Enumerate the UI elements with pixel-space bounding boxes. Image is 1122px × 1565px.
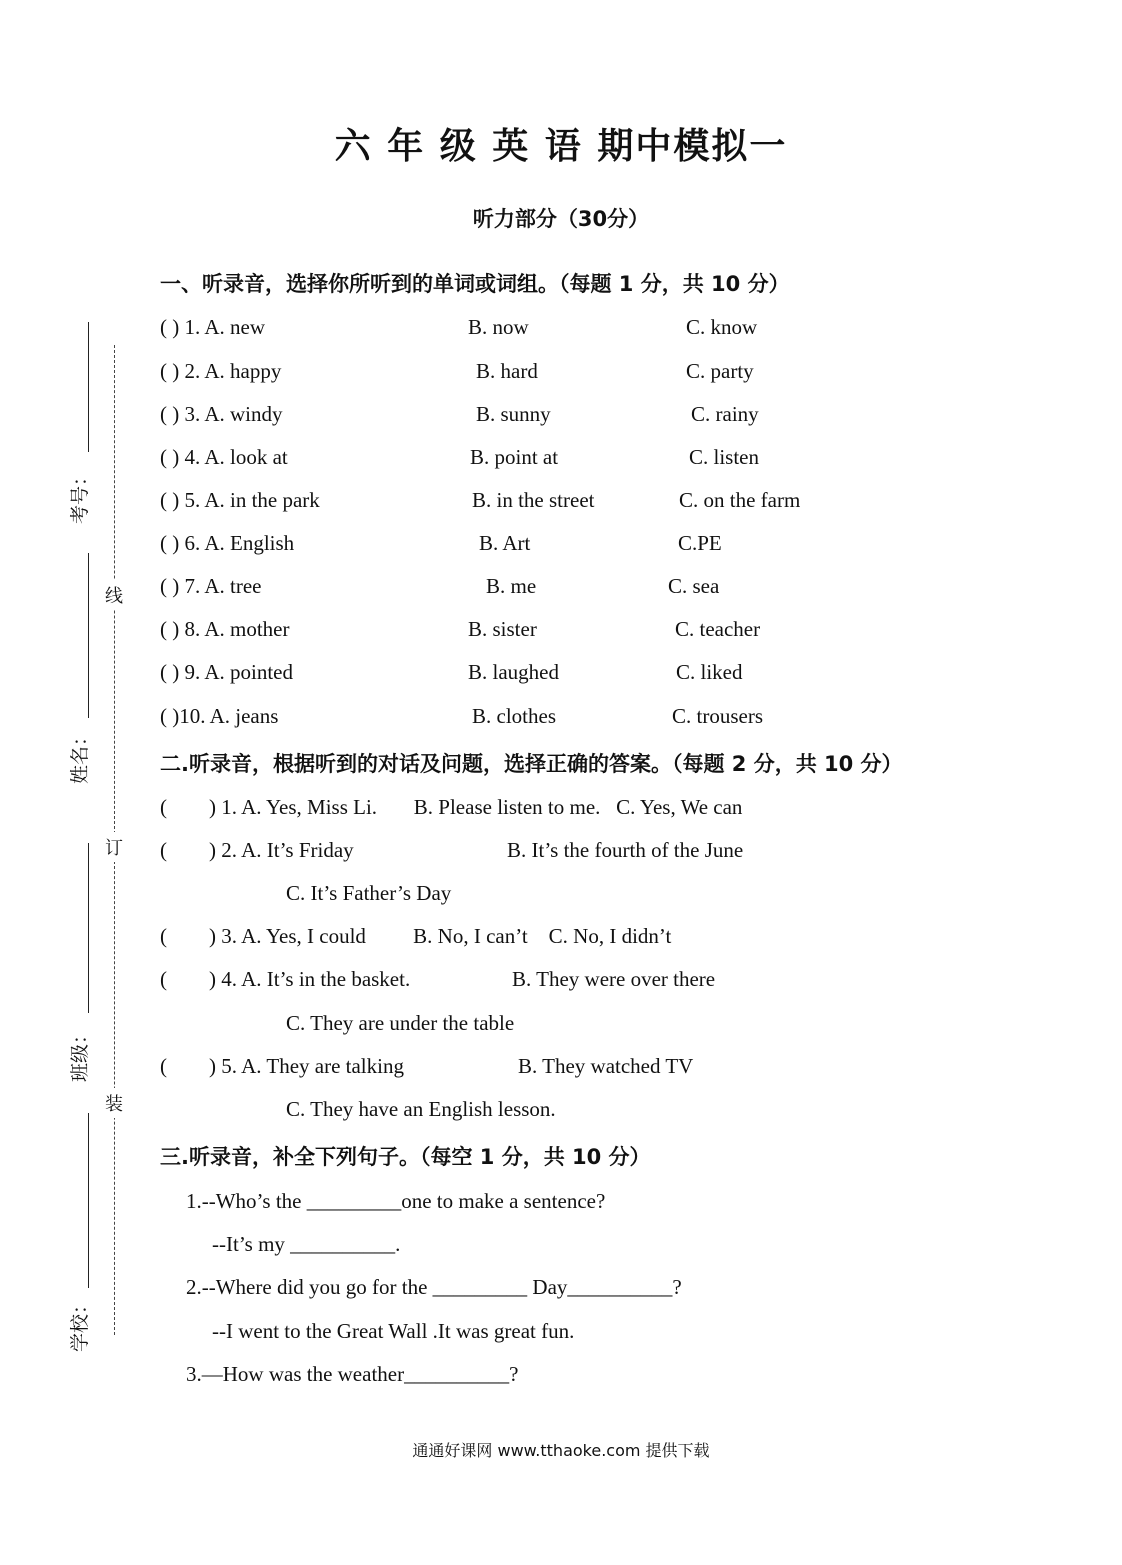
s1-item-10-a: ( )10. A. jeans (160, 704, 279, 728)
s1-item-4-c: C. listen (689, 445, 760, 469)
s1-item-3-c: C. rainy (691, 402, 759, 426)
s1-item-6-b: B. Art (479, 531, 531, 555)
s1-item-5-b: B. in the street (472, 488, 595, 512)
section2-heading: 二.听录音，根据听到的对话及问题，选择正确的答案。（每题 2 分，共 10 分） (160, 752, 903, 776)
binding-char-bind: 装 (105, 1088, 123, 1118)
s1-item-9-b: B. laughed (468, 660, 559, 684)
margin-label-class: 班级： (69, 1024, 92, 1083)
s1-item-6-c: C.PE (678, 531, 722, 555)
margin-line-4 (88, 1113, 89, 1288)
s1-item-10-c: C. trousers (672, 704, 763, 728)
margin-line-2 (88, 553, 89, 718)
s1-item-9-a: ( ) 9. A. pointed (160, 660, 293, 684)
s1-item-3-a: ( ) 3. A. windy (160, 402, 283, 426)
s1-item-2-b: B. hard (476, 359, 538, 383)
s1-item-6-a: ( ) 6. A. English (160, 531, 295, 555)
s3-line-4: --I went to the Great Wall .It was great fun. (212, 1319, 575, 1343)
s2-line-4b: B. They were over there (512, 967, 716, 991)
s2-line-5c: C. They have an English lesson. (286, 1097, 556, 1121)
s1-item-9-c: C. liked (676, 660, 743, 684)
s2-line-2a: ( ) 2. A. It’s Friday (160, 838, 354, 862)
s2-line-1: ( ) 1. A. Yes, Miss Li. B. Please listen to me. C. Yes, We can (160, 795, 743, 819)
s1-item-2-a: ( ) 2. A. happy (160, 359, 282, 383)
margin-line-3 (88, 843, 89, 1013)
s1-item-5-a: ( ) 5. A. in the park (160, 488, 320, 512)
margin-label-exam-number: 考号： (69, 466, 92, 525)
s2-line-2c: C. It’s Father’s Day (286, 881, 452, 905)
s1-item-10-b: B. clothes (472, 704, 556, 728)
margin-line-1 (88, 322, 89, 452)
s1-item-7-a: ( ) 7. A. tree (160, 574, 262, 598)
s2-line-4c: C. They are under the table (286, 1011, 515, 1035)
s1-item-8-a: ( ) 8. A. mother (160, 617, 290, 641)
s2-line-5a: ( ) 5. A. They are talking (160, 1054, 404, 1078)
s2-line-3: ( ) 3. A. Yes, I could B. No, I can’t C. No, I didn’t (160, 924, 672, 948)
s1-item-2-c: C. party (686, 359, 754, 383)
s1-item-3-b: B. sunny (476, 402, 551, 426)
s1-item-4-a: ( ) 4. A. look at (160, 445, 288, 469)
page-title: 六 年 级 英 语 期中模拟一 (334, 126, 788, 167)
margin-label-name: 姓名： (69, 726, 92, 785)
s1-item-8-b: B. sister (468, 617, 537, 641)
s1-item-4-b: B. point at (470, 445, 559, 469)
s3-line-2: --It’s my __________. (212, 1232, 401, 1256)
s3-line-3: 2.--Where did you go for the _________ Day__________? (186, 1275, 682, 1299)
margin-label-school: 学校： (69, 1294, 92, 1353)
binding-char-line: 线 (105, 580, 123, 610)
s2-line-4a: ( ) 4. A. It’s in the basket. (160, 967, 411, 991)
s1-item-1-c: C. know (686, 315, 758, 339)
s3-line-5: 3.—How was the weather__________? (186, 1362, 519, 1386)
s1-item-5-c: C. on the farm (679, 488, 801, 512)
s1-item-8-c: C. teacher (675, 617, 761, 641)
s1-item-1-a: ( ) 1. A. new (160, 315, 265, 339)
listening-subtitle: 听力部分（30分） (472, 207, 650, 231)
binding-char-staple: 订 (105, 832, 123, 862)
s2-line-2b: B. It’s the fourth of the June (507, 838, 744, 862)
s2-line-5b: B. They watched TV (518, 1054, 694, 1078)
section3-heading: 三.听录音，补全下列句子。（每空 1 分，共 10 分） (160, 1145, 651, 1169)
s1-item-7-b: B. me (486, 574, 537, 598)
s3-line-1: 1.--Who’s the _________one to make a sentence? (186, 1189, 606, 1213)
s1-item-7-c: C. sea (668, 574, 720, 598)
s1-item-1-b: B. now (468, 315, 529, 339)
footer-source: 通通好课网 www.tthaoke.com 提供下载 (412, 1441, 710, 1460)
section1-heading: 一、听录音，选择你所听到的单词或词组。（每题 1 分，共 10 分） (160, 272, 790, 296)
